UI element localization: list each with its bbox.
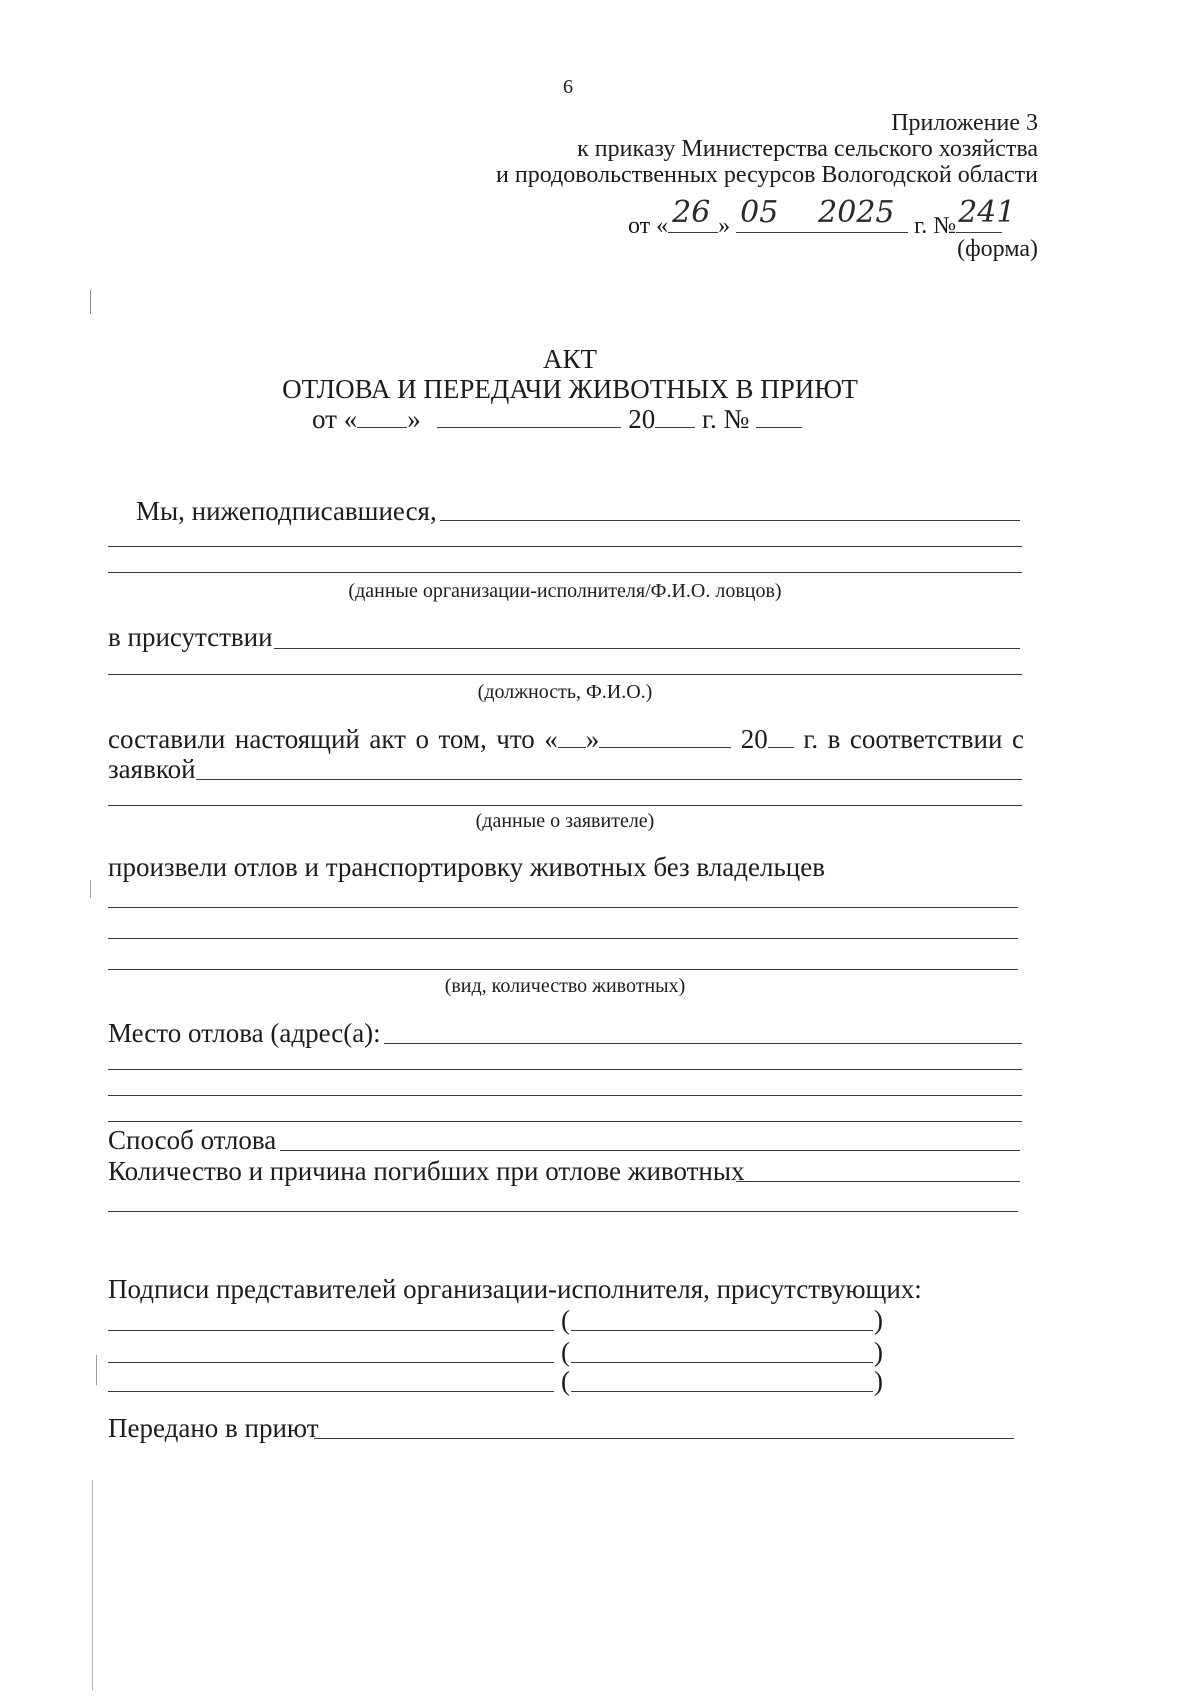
presence-label: в присутствии: [108, 622, 273, 652]
capture-field-2[interactable]: [108, 938, 1018, 939]
act-date-quote: »: [407, 404, 421, 434]
act-title: АКТ: [543, 344, 597, 374]
signature-name-field-3[interactable]: [571, 1391, 873, 1392]
act-month-field[interactable]: [437, 403, 621, 428]
signature-paren-open: (: [561, 1337, 570, 1367]
composed-word: с: [1011, 724, 1024, 754]
request-field[interactable]: [196, 779, 1022, 780]
place-field-3[interactable]: [108, 1095, 1022, 1096]
composed-line: [108, 723, 1024, 755]
signature-line-1[interactable]: [108, 1330, 554, 1331]
method-label: Способ отлова: [108, 1125, 277, 1155]
capture-field-1[interactable]: [108, 907, 1018, 908]
composed-year-prefix: 20: [740, 724, 768, 754]
signature-paren-close: ): [874, 1366, 883, 1396]
composed-word: настоящий: [234, 724, 360, 754]
order-line-2: и продовольственных ресурсов Вологодской области: [496, 162, 1038, 188]
undersigned-label: Мы, нижеподписавшиеся,: [136, 496, 437, 526]
signature-paren-close: ): [874, 1305, 883, 1335]
composed-word: акт: [369, 724, 406, 754]
transferred-field[interactable]: [314, 1438, 1014, 1439]
signature-name-field-1[interactable]: [571, 1330, 873, 1331]
method-field[interactable]: [280, 1150, 1020, 1151]
composed-year: [741, 723, 794, 755]
capture-label: произвели отлов и транспортировку животных без владельцев: [108, 852, 825, 882]
composed-quote-open: «: [544, 724, 558, 754]
undersigned-field-3[interactable]: [108, 572, 1022, 573]
composed-year-field[interactable]: [768, 723, 794, 748]
order-date-line: [628, 195, 1016, 241]
signature-paren-close: ): [874, 1337, 883, 1367]
signature-line-2[interactable]: [108, 1362, 554, 1363]
transferred-label: Передано в приют: [108, 1413, 319, 1443]
page-number: 6: [563, 76, 573, 98]
form-label: (форма): [957, 236, 1038, 262]
composed-word: составили: [108, 724, 226, 754]
act-date-prefix: от «: [312, 404, 358, 434]
request-field-2[interactable]: [108, 805, 1022, 806]
place-field[interactable]: [384, 1043, 1022, 1044]
capture-caption: (вид, количество животных): [444, 975, 686, 997]
act-year-field[interactable]: [655, 403, 695, 428]
order-month-handwritten: 05: [740, 195, 779, 230]
order-date-prefix: от «: [628, 213, 669, 239]
undersigned-caption: (данные организации-исполнителя/Ф.И.О. ловцов): [348, 580, 782, 602]
dead-animals-field-2[interactable]: [108, 1211, 1018, 1212]
undersigned-field[interactable]: [440, 520, 1020, 521]
signatures-label: Подписи представителей организации-исполнителя, присутствующих:: [108, 1274, 922, 1304]
composed-word: что: [496, 724, 535, 754]
scan-margin-mark: [90, 880, 91, 898]
order-date-mid: »: [718, 213, 731, 239]
composed-word: соответствии: [849, 724, 1003, 754]
composed-date: [544, 723, 731, 755]
signature-paren-open: (: [561, 1305, 570, 1335]
appendix-label: Приложение 3: [891, 110, 1038, 136]
scan-margin-mark: [96, 1355, 97, 1385]
act-date-line: [312, 403, 802, 435]
place-field-4[interactable]: [108, 1121, 1022, 1122]
signature-line-3[interactable]: [108, 1391, 554, 1392]
act-number-label: г. №: [701, 404, 750, 434]
act-year-prefix: 20: [628, 404, 656, 434]
act-subtitle: ОТЛОВА И ПЕРЕДАЧИ ЖИВОТНЫХ В ПРИЮТ: [282, 374, 858, 404]
signature-name-field-2[interactable]: [571, 1362, 873, 1363]
order-number-label: г. №: [914, 213, 957, 239]
request-label: заявкой: [108, 754, 196, 784]
composed-quote-close: »: [585, 724, 600, 754]
composed-day-field[interactable]: [558, 723, 586, 748]
scan-margin-mark: [90, 290, 91, 314]
place-label: Место отлова (адрес(а):: [108, 1018, 381, 1048]
presence-field[interactable]: [274, 648, 1020, 649]
scan-margin-mark: [92, 1480, 93, 1690]
order-line-1: к приказу Министерства сельского хозяйства: [577, 136, 1038, 162]
composed-word: том,: [438, 724, 487, 754]
order-day-field: [668, 195, 718, 233]
place-field-2[interactable]: [108, 1069, 1022, 1070]
request-caption: (данные о заявителе): [475, 810, 655, 832]
signature-paren-open: (: [561, 1366, 570, 1396]
act-day-field[interactable]: [357, 403, 407, 428]
act-number-field[interactable]: [756, 403, 802, 428]
undersigned-field-2[interactable]: [108, 546, 1022, 547]
presence-caption: (должность, Ф.И.О.): [477, 681, 653, 703]
composed-word: г.: [803, 724, 819, 754]
order-day-handwritten: 26: [672, 195, 711, 230]
order-number-field: [956, 195, 1016, 233]
dead-animals-label: Количество и причина погибших при отлове животных: [108, 1156, 745, 1186]
dead-animals-field[interactable]: [736, 1181, 1020, 1182]
presence-field-2[interactable]: [108, 674, 1022, 675]
order-number-handwritten: 241: [958, 195, 1016, 230]
order-year-handwritten: 2025: [818, 195, 895, 230]
composed-month-field[interactable]: [599, 723, 731, 748]
composed-word: о: [415, 724, 429, 754]
order-month-year-field: [736, 195, 908, 233]
composed-word: в: [827, 724, 841, 754]
capture-field-3[interactable]: [108, 969, 1018, 970]
